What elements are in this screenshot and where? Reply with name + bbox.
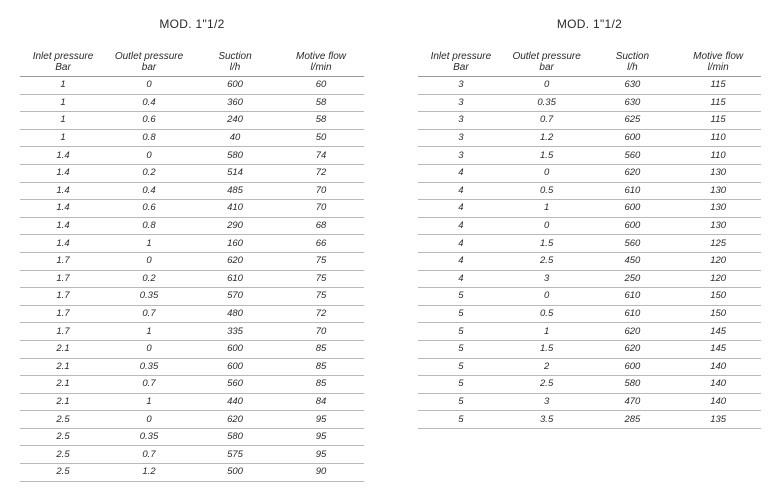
performance-table (20, 47, 364, 482)
cell-inlet-pressure: 2.1 (20, 340, 106, 358)
cell-motive-flow: 140 (675, 376, 761, 394)
cell-outlet-pressure: 1.5 (504, 340, 590, 358)
header-unit: l/min (707, 62, 729, 73)
cell-outlet-pressure: 1.5 (504, 147, 590, 165)
table-row (20, 393, 364, 411)
cell-suction: 485 (192, 182, 278, 200)
table-row (418, 411, 761, 429)
cell-outlet-pressure: 2.5 (504, 376, 590, 394)
cell-inlet-pressure: 1 (20, 77, 106, 95)
cell-inlet-pressure: 3 (418, 94, 504, 112)
cell-inlet-pressure: 1.7 (20, 288, 106, 306)
cell-motive-flow: 72 (278, 164, 364, 182)
cell-inlet-pressure: 1.4 (20, 164, 106, 182)
cell-inlet-pressure: 1.4 (20, 147, 106, 165)
cell-outlet-pressure: 0 (504, 288, 590, 306)
table-body (418, 77, 761, 429)
cell-outlet-pressure: 2 (504, 358, 590, 376)
table-row (20, 358, 364, 376)
cell-suction: 630 (590, 94, 676, 112)
header-suction (192, 47, 278, 77)
cell-suction: 600 (590, 358, 676, 376)
header-label: Suction (218, 51, 252, 62)
table-row (418, 393, 761, 411)
cell-inlet-pressure: 4 (418, 235, 504, 253)
cell-suction: 600 (590, 129, 676, 147)
cell-motive-flow: 90 (278, 464, 364, 482)
header-outlet-pressure (504, 47, 590, 77)
cell-motive-flow: 150 (675, 305, 761, 323)
cell-motive-flow: 70 (278, 200, 364, 218)
cell-motive-flow: 130 (675, 217, 761, 235)
cell-outlet-pressure: 3 (504, 393, 590, 411)
cell-outlet-pressure: 0 (504, 217, 590, 235)
cell-outlet-pressure: 1.2 (106, 464, 192, 482)
cell-inlet-pressure: 5 (418, 393, 504, 411)
cell-outlet-pressure: 0.4 (106, 182, 192, 200)
header-label: Inlet pressure (32, 51, 94, 62)
cell-motive-flow: 115 (675, 77, 761, 95)
cell-inlet-pressure: 3 (418, 147, 504, 165)
cell-outlet-pressure: 0 (504, 77, 590, 95)
table-row (418, 340, 761, 358)
header-unit: bar (141, 62, 157, 73)
cell-inlet-pressure: 3 (418, 129, 504, 147)
cell-suction: 440 (192, 393, 278, 411)
cell-suction: 570 (192, 288, 278, 306)
cell-suction: 620 (590, 340, 676, 358)
table-row (20, 94, 364, 112)
cell-outlet-pressure: 0.6 (106, 200, 192, 218)
cell-suction: 620 (192, 252, 278, 270)
cell-outlet-pressure: 0.7 (106, 376, 192, 394)
performance-table (418, 47, 761, 429)
cell-inlet-pressure: 2.1 (20, 376, 106, 394)
cell-inlet-pressure: 1 (20, 129, 106, 147)
cell-inlet-pressure: 5 (418, 288, 504, 306)
cell-motive-flow: 125 (675, 235, 761, 253)
table-row (20, 446, 364, 464)
cell-outlet-pressure: 1 (106, 235, 192, 253)
table-row (418, 94, 761, 112)
cell-inlet-pressure: 3 (418, 77, 504, 95)
table-row (20, 252, 364, 270)
cell-inlet-pressure: 1.7 (20, 252, 106, 270)
cell-suction: 600 (590, 217, 676, 235)
cell-suction: 620 (590, 164, 676, 182)
table-title: MOD. 1"1/2 (556, 17, 623, 31)
cell-outlet-pressure: 0 (504, 164, 590, 182)
cell-motive-flow: 84 (278, 393, 364, 411)
cell-outlet-pressure: 1 (106, 323, 192, 341)
table-row (20, 164, 364, 182)
cell-motive-flow: 85 (278, 376, 364, 394)
cell-motive-flow: 75 (278, 288, 364, 306)
cell-suction: 514 (192, 164, 278, 182)
table-row (20, 323, 364, 341)
cell-suction: 625 (590, 112, 676, 130)
cell-motive-flow: 140 (675, 358, 761, 376)
cell-inlet-pressure: 2.5 (20, 446, 106, 464)
cell-outlet-pressure: 1.5 (504, 235, 590, 253)
header-motive-flow (675, 47, 761, 77)
table-row (418, 252, 761, 270)
header-row (20, 47, 364, 77)
table-row (20, 129, 364, 147)
table-row (20, 182, 364, 200)
cell-suction: 620 (590, 323, 676, 341)
cell-suction: 560 (192, 376, 278, 394)
cell-outlet-pressure: 0.5 (504, 182, 590, 200)
table-row (418, 200, 761, 218)
table-row (20, 200, 364, 218)
table-row (418, 164, 761, 182)
table-row (418, 305, 761, 323)
table-row (20, 112, 364, 130)
cell-inlet-pressure: 5 (418, 305, 504, 323)
cell-motive-flow: 95 (278, 428, 364, 446)
cell-suction: 580 (590, 376, 676, 394)
cell-motive-flow: 145 (675, 323, 761, 341)
cell-outlet-pressure: 0.2 (106, 270, 192, 288)
cell-suction: 410 (192, 200, 278, 218)
table-row (418, 358, 761, 376)
cell-motive-flow: 115 (675, 94, 761, 112)
table-body (20, 77, 364, 482)
header-label: Motive flow (295, 51, 346, 62)
header-label: Suction (615, 51, 650, 62)
cell-outlet-pressure: 0.7 (504, 112, 590, 130)
cell-inlet-pressure: 1.7 (20, 270, 106, 288)
cell-outlet-pressure: 0.2 (106, 164, 192, 182)
table-row (20, 77, 364, 95)
cell-inlet-pressure: 5 (418, 376, 504, 394)
table-row (418, 376, 761, 394)
cell-motive-flow: 130 (675, 164, 761, 182)
header-suction (590, 47, 676, 77)
cell-inlet-pressure: 4 (418, 252, 504, 270)
cell-motive-flow: 58 (278, 94, 364, 112)
table-row (418, 182, 761, 200)
cell-inlet-pressure: 1.4 (20, 217, 106, 235)
cell-suction: 450 (590, 252, 676, 270)
cell-motive-flow: 70 (278, 323, 364, 341)
cell-inlet-pressure: 5 (418, 340, 504, 358)
cell-suction: 470 (590, 393, 676, 411)
cell-inlet-pressure: 1.7 (20, 305, 106, 323)
cell-inlet-pressure: 2.5 (20, 411, 106, 429)
cell-suction: 610 (192, 270, 278, 288)
cell-outlet-pressure: 0 (106, 77, 192, 95)
cell-outlet-pressure: 0 (106, 147, 192, 165)
table-row (418, 77, 761, 95)
table-row (418, 129, 761, 147)
cell-inlet-pressure: 5 (418, 358, 504, 376)
cell-inlet-pressure: 1.4 (20, 235, 106, 253)
header-unit: l/min (310, 62, 332, 73)
cell-motive-flow: 145 (675, 340, 761, 358)
header-inlet-pressure (418, 47, 504, 77)
table-row (20, 340, 364, 358)
cell-outlet-pressure: 0.35 (504, 94, 590, 112)
table-row (20, 217, 364, 235)
cell-inlet-pressure: 1.7 (20, 323, 106, 341)
cell-motive-flow: 140 (675, 393, 761, 411)
header-motive-flow (278, 47, 364, 77)
table-row (418, 112, 761, 130)
header-label: Motive flow (693, 51, 744, 62)
cell-suction: 285 (590, 411, 676, 429)
cell-suction: 580 (192, 147, 278, 165)
header-unit: Bar (55, 62, 71, 73)
cell-motive-flow: 85 (278, 340, 364, 358)
table-row (20, 288, 364, 306)
cell-motive-flow: 58 (278, 112, 364, 130)
cell-inlet-pressure: 2.1 (20, 358, 106, 376)
cell-outlet-pressure: 0 (106, 252, 192, 270)
cell-outlet-pressure: 0.35 (106, 288, 192, 306)
table-title: MOD. 1"1/2 (159, 17, 225, 31)
header-unit: Bar (453, 62, 469, 73)
cell-suction: 335 (192, 323, 278, 341)
cell-motive-flow: 74 (278, 147, 364, 165)
table-row (20, 305, 364, 323)
cell-suction: 630 (590, 77, 676, 95)
header-unit: bar (539, 62, 554, 73)
cell-outlet-pressure: 1 (504, 323, 590, 341)
cell-suction: 610 (590, 182, 676, 200)
cell-motive-flow: 68 (278, 217, 364, 235)
cell-suction: 40 (192, 129, 278, 147)
cell-inlet-pressure: 4 (418, 182, 504, 200)
cell-motive-flow: 70 (278, 182, 364, 200)
cell-motive-flow: 60 (278, 77, 364, 95)
cell-suction: 610 (590, 305, 676, 323)
cell-suction: 360 (192, 94, 278, 112)
cell-suction: 600 (192, 77, 278, 95)
cell-outlet-pressure: 1 (106, 393, 192, 411)
table-row (418, 270, 761, 288)
header-outlet-pressure (106, 47, 192, 77)
cell-motive-flow: 110 (675, 147, 761, 165)
table-row (418, 235, 761, 253)
cell-motive-flow: 115 (675, 112, 761, 130)
cell-suction: 620 (192, 411, 278, 429)
cell-inlet-pressure: 4 (418, 217, 504, 235)
cell-suction: 600 (192, 340, 278, 358)
cell-motive-flow: 110 (675, 129, 761, 147)
cell-outlet-pressure: 0.6 (106, 112, 192, 130)
header-label: Outlet pressure (114, 51, 184, 62)
table-row (418, 147, 761, 165)
cell-suction: 240 (192, 112, 278, 130)
cell-inlet-pressure: 3 (418, 112, 504, 130)
cell-outlet-pressure: 2.5 (504, 252, 590, 270)
cell-suction: 290 (192, 217, 278, 235)
cell-suction: 160 (192, 235, 278, 253)
cell-outlet-pressure: 0 (106, 340, 192, 358)
cell-inlet-pressure: 2.5 (20, 428, 106, 446)
table-row (20, 147, 364, 165)
cell-outlet-pressure: 0.7 (106, 446, 192, 464)
cell-motive-flow: 95 (278, 411, 364, 429)
cell-inlet-pressure: 5 (418, 411, 504, 429)
cell-motive-flow: 66 (278, 235, 364, 253)
cell-motive-flow: 50 (278, 129, 364, 147)
cell-suction: 600 (590, 200, 676, 218)
cell-outlet-pressure: 0 (106, 411, 192, 429)
header-row (418, 47, 761, 77)
table-row (20, 270, 364, 288)
cell-outlet-pressure: 0.7 (106, 305, 192, 323)
cell-suction: 500 (192, 464, 278, 482)
cell-inlet-pressure: 1 (20, 112, 106, 130)
header-unit: l/h (229, 62, 241, 73)
cell-outlet-pressure: 0.8 (106, 217, 192, 235)
cell-inlet-pressure: 1.4 (20, 182, 106, 200)
cell-motive-flow: 120 (675, 252, 761, 270)
cell-suction: 250 (590, 270, 676, 288)
cell-motive-flow: 72 (278, 305, 364, 323)
cell-outlet-pressure: 0.8 (106, 129, 192, 147)
cell-inlet-pressure: 1 (20, 94, 106, 112)
cell-motive-flow: 75 (278, 252, 364, 270)
cell-outlet-pressure: 0.5 (504, 305, 590, 323)
cell-outlet-pressure: 1.2 (504, 129, 590, 147)
cell-suction: 480 (192, 305, 278, 323)
cell-suction: 560 (590, 235, 676, 253)
cell-outlet-pressure: 3 (504, 270, 590, 288)
cell-suction: 560 (590, 147, 676, 165)
cell-inlet-pressure: 4 (418, 270, 504, 288)
table-row (20, 464, 364, 482)
cell-motive-flow: 130 (675, 200, 761, 218)
cell-motive-flow: 85 (278, 358, 364, 376)
cell-inlet-pressure: 5 (418, 323, 504, 341)
cell-motive-flow: 95 (278, 446, 364, 464)
cell-suction: 600 (192, 358, 278, 376)
header-unit: l/h (627, 62, 638, 73)
cell-motive-flow: 150 (675, 288, 761, 306)
cell-inlet-pressure: 2.1 (20, 393, 106, 411)
table-row (20, 428, 364, 446)
table-row (20, 235, 364, 253)
cell-outlet-pressure: 1 (504, 200, 590, 218)
cell-inlet-pressure: 2.5 (20, 464, 106, 482)
table-row (418, 323, 761, 341)
table-row (418, 217, 761, 235)
cell-motive-flow: 130 (675, 182, 761, 200)
cell-outlet-pressure: 0.35 (106, 428, 192, 446)
cell-suction: 580 (192, 428, 278, 446)
cell-suction: 575 (192, 446, 278, 464)
table-row (20, 376, 364, 394)
cell-outlet-pressure: 3.5 (504, 411, 590, 429)
cell-outlet-pressure: 0.35 (106, 358, 192, 376)
cell-inlet-pressure: 1.4 (20, 200, 106, 218)
cell-motive-flow: 135 (675, 411, 761, 429)
table-row (20, 411, 364, 429)
cell-inlet-pressure: 4 (418, 200, 504, 218)
cell-suction: 610 (590, 288, 676, 306)
table-row (418, 288, 761, 306)
header-label: Outlet pressure (512, 51, 581, 62)
cell-outlet-pressure: 0.4 (106, 94, 192, 112)
cell-inlet-pressure: 4 (418, 164, 504, 182)
cell-motive-flow: 75 (278, 270, 364, 288)
cell-motive-flow: 120 (675, 270, 761, 288)
header-label: Inlet pressure (430, 51, 492, 62)
header-inlet-pressure (20, 47, 106, 77)
